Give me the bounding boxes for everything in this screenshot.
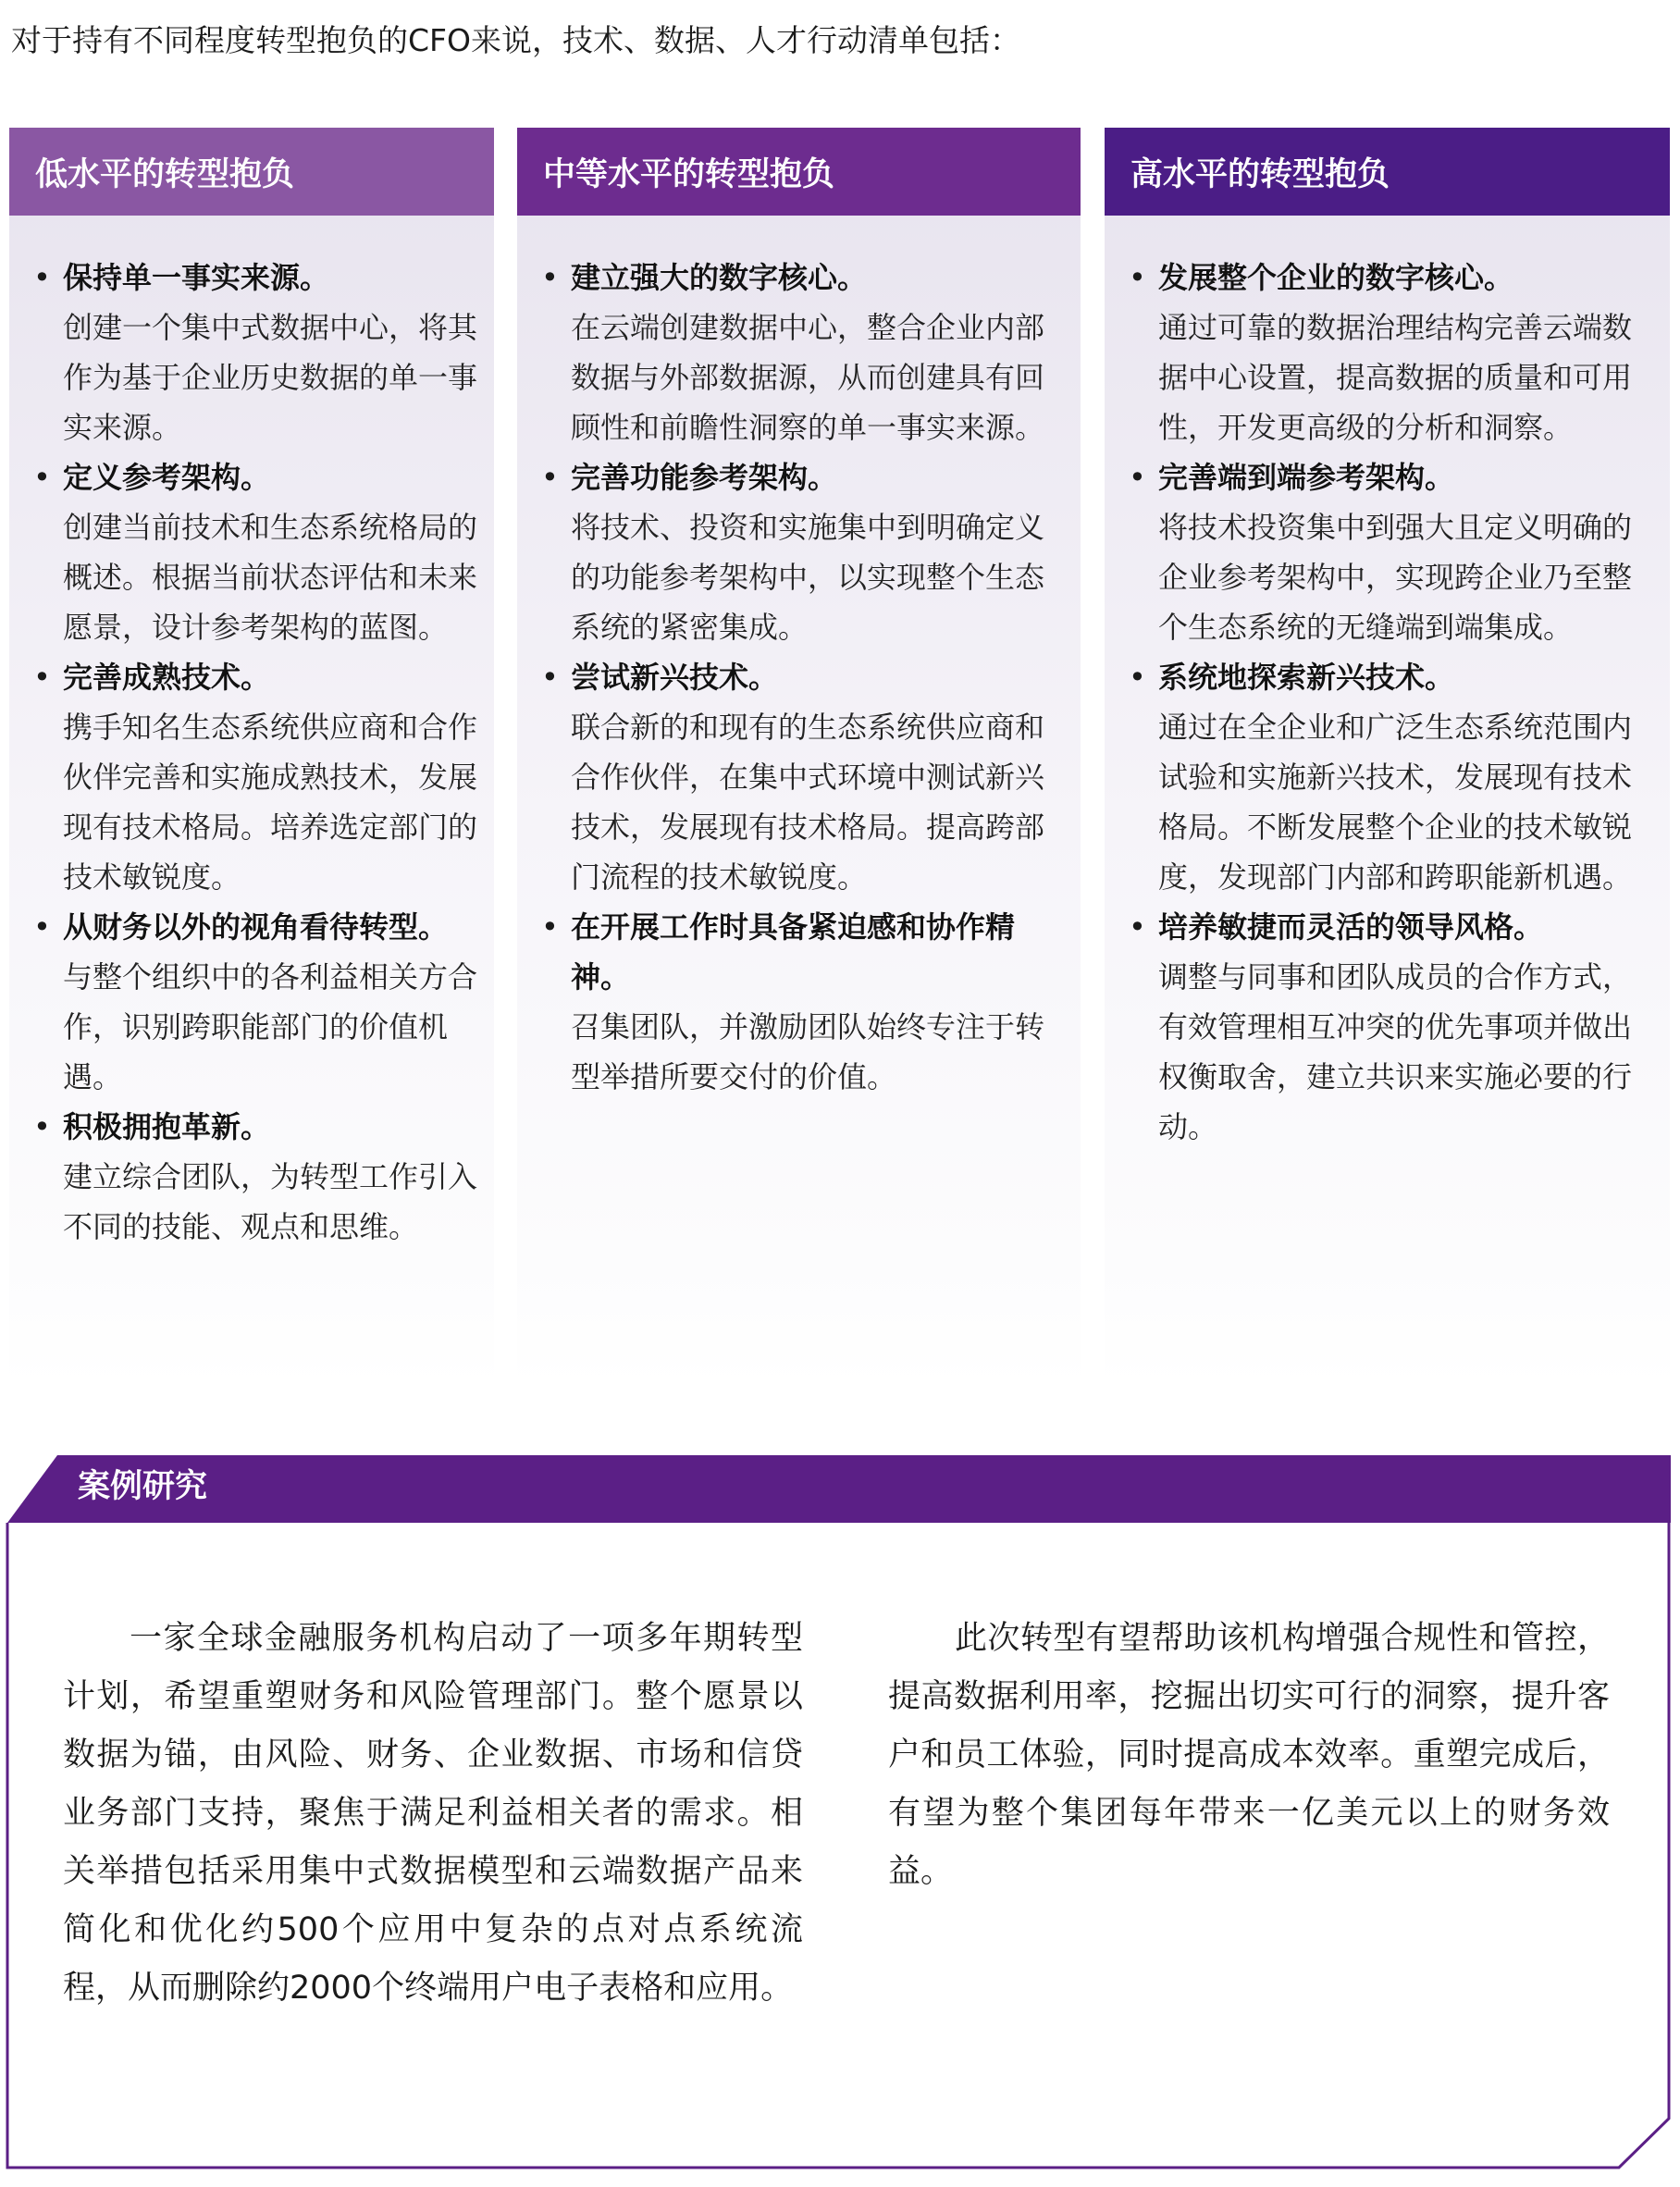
item-body: 调整与同事和团队成员的合作方式，有效管理相互冲突的优先事项并做出权衡取舍，建立共识来实施必要的行动。 <box>1158 959 1633 1144</box>
item-body: 与整个组织中的各利益相关方合作，识别跨职能部门的价值机遇。 <box>63 959 478 1094</box>
list-item <box>1105 253 1670 452</box>
list-item <box>9 452 494 652</box>
item-title: • 保持单一事实来源。 <box>63 260 330 295</box>
case-study-band <box>7 1455 1671 1523</box>
item-body: 在云端创建数据中心，整合企业内部数据与外部数据源，从而创建具有回顾性和前瞻性洞察的单一事实来源。 <box>571 310 1045 445</box>
list-item <box>517 253 1081 452</box>
item-body: 建立综合团队，为转型工作引入不同的技能、观点和思维。 <box>63 1159 478 1244</box>
column-high-ambition <box>1105 128 1670 1386</box>
list-item <box>9 1102 494 1252</box>
list-item <box>9 253 494 452</box>
list-item <box>9 902 494 1102</box>
item-title: • 尝试新兴技术。 <box>571 660 779 695</box>
list-item <box>517 452 1081 652</box>
item-title: • 发展整个企业的数字核心。 <box>1158 260 1514 295</box>
case-study-paragraph: 此次转型有望帮助该机构增强合规性和管控，提高数据利用率，挖掘出切实可行的洞察，提升客户和员工体验，同时提高成本效率。重塑完成后，有望为整个集团每年带来一亿美元以上的财务效益。 <box>888 1620 1610 1890</box>
item-body: 联合新的和现有的生态系统供应商和合作伙伴，在集中式环境中测试新兴技术，发展现有技术格局。提高跨部门流程的技术敏锐度。 <box>571 710 1045 895</box>
item-body: 将技术投资集中到强大且定义明确的企业参考架构中，实现跨企业乃至整个生态系统的无缝端到端集成。 <box>1158 510 1633 645</box>
column-header: 中等水平的转型抱负 <box>517 128 1081 216</box>
list-item <box>1105 452 1670 652</box>
item-title: • 从财务以外的视角看待转型。 <box>63 909 449 945</box>
list-item <box>1105 652 1670 902</box>
item-body: 创建一个集中式数据中心，将其作为基于企业历史数据的单一事实来源。 <box>63 310 478 445</box>
list-item <box>1105 902 1670 1152</box>
column-low-ambition <box>9 128 494 1386</box>
item-title: • 系统地探索新兴技术。 <box>1158 660 1455 695</box>
case-study-title: 案例研究 <box>78 1468 208 1505</box>
item-body: 创建当前技术和生态系统格局的概述。根据当前状态评估和未来愿景，设计参考架构的蓝图。 <box>63 510 478 645</box>
item-title: • 在开展工作时具备紧迫感和协作精神。 <box>571 909 1016 995</box>
item-title: • 定义参考架构。 <box>63 460 271 495</box>
column-header: 高水平的转型抱负 <box>1105 128 1670 216</box>
item-body: 携手知名生态系统供应商和合作伙伴完善和实施成熟技术，发展现有技术格局。培养选定部门的技术敏锐度。 <box>63 710 478 895</box>
case-study-paragraph: 一家全球金融服务机构启动了一项多年期转型计划，希望重塑财务和风险管理部门。整个愿景以数据为锚，由风险、财务、企业数据、市场和信贷业务部门支持，聚焦于满足利益相关者的需求。相关举措包括采用集中式数据模型和云端数据产品来简化和优化约500个应用中复杂的点对点系统流程，从而删除约2000个终端用户电子表格和应用。 <box>63 1620 803 2007</box>
item-body: 将技术、投资和实施集中到明确定义的功能参考架构中，以实现整个生态系统的紧密集成。 <box>571 510 1045 645</box>
list-item <box>517 652 1081 902</box>
item-title: • 完善端到端参考架构。 <box>1158 460 1455 495</box>
column-medium-ambition <box>517 128 1081 1386</box>
item-body: 召集团队，并激励团队始终专注于转型举措所要交付的价值。 <box>571 1009 1045 1094</box>
item-body: 通过在全企业和广泛生态系统范围内试验和实施新兴技术，发展现有技术格局。不断发展整个企业的技术敏锐度，发现部门内部和跨职能新机遇。 <box>1158 710 1633 895</box>
action-list <box>9 216 494 1252</box>
item-body: 通过可靠的数据治理结构完善云端数据中心设置，提高数据的质量和可用性，开发更高级的分析和洞察。 <box>1158 310 1633 445</box>
item-title: • 完善功能参考架构。 <box>571 460 838 495</box>
item-title: • 培养敏捷而灵活的领导风格。 <box>1158 909 1544 945</box>
intro-text: 对于持有不同程度转型抱负的CFO来说，技术、数据、人才行动清单包括： <box>11 22 1020 58</box>
item-title: • 建立强大的数字核心。 <box>571 260 868 295</box>
item-title: • 积极拥抱革新。 <box>63 1109 271 1144</box>
item-title: • 完善成熟技术。 <box>63 660 271 695</box>
case-study <box>0 1452 1680 2174</box>
action-list <box>1105 216 1670 1152</box>
list-item <box>517 902 1081 1102</box>
action-list <box>517 216 1081 1102</box>
column-header: 低水平的转型抱负 <box>9 128 494 216</box>
list-item <box>9 652 494 902</box>
